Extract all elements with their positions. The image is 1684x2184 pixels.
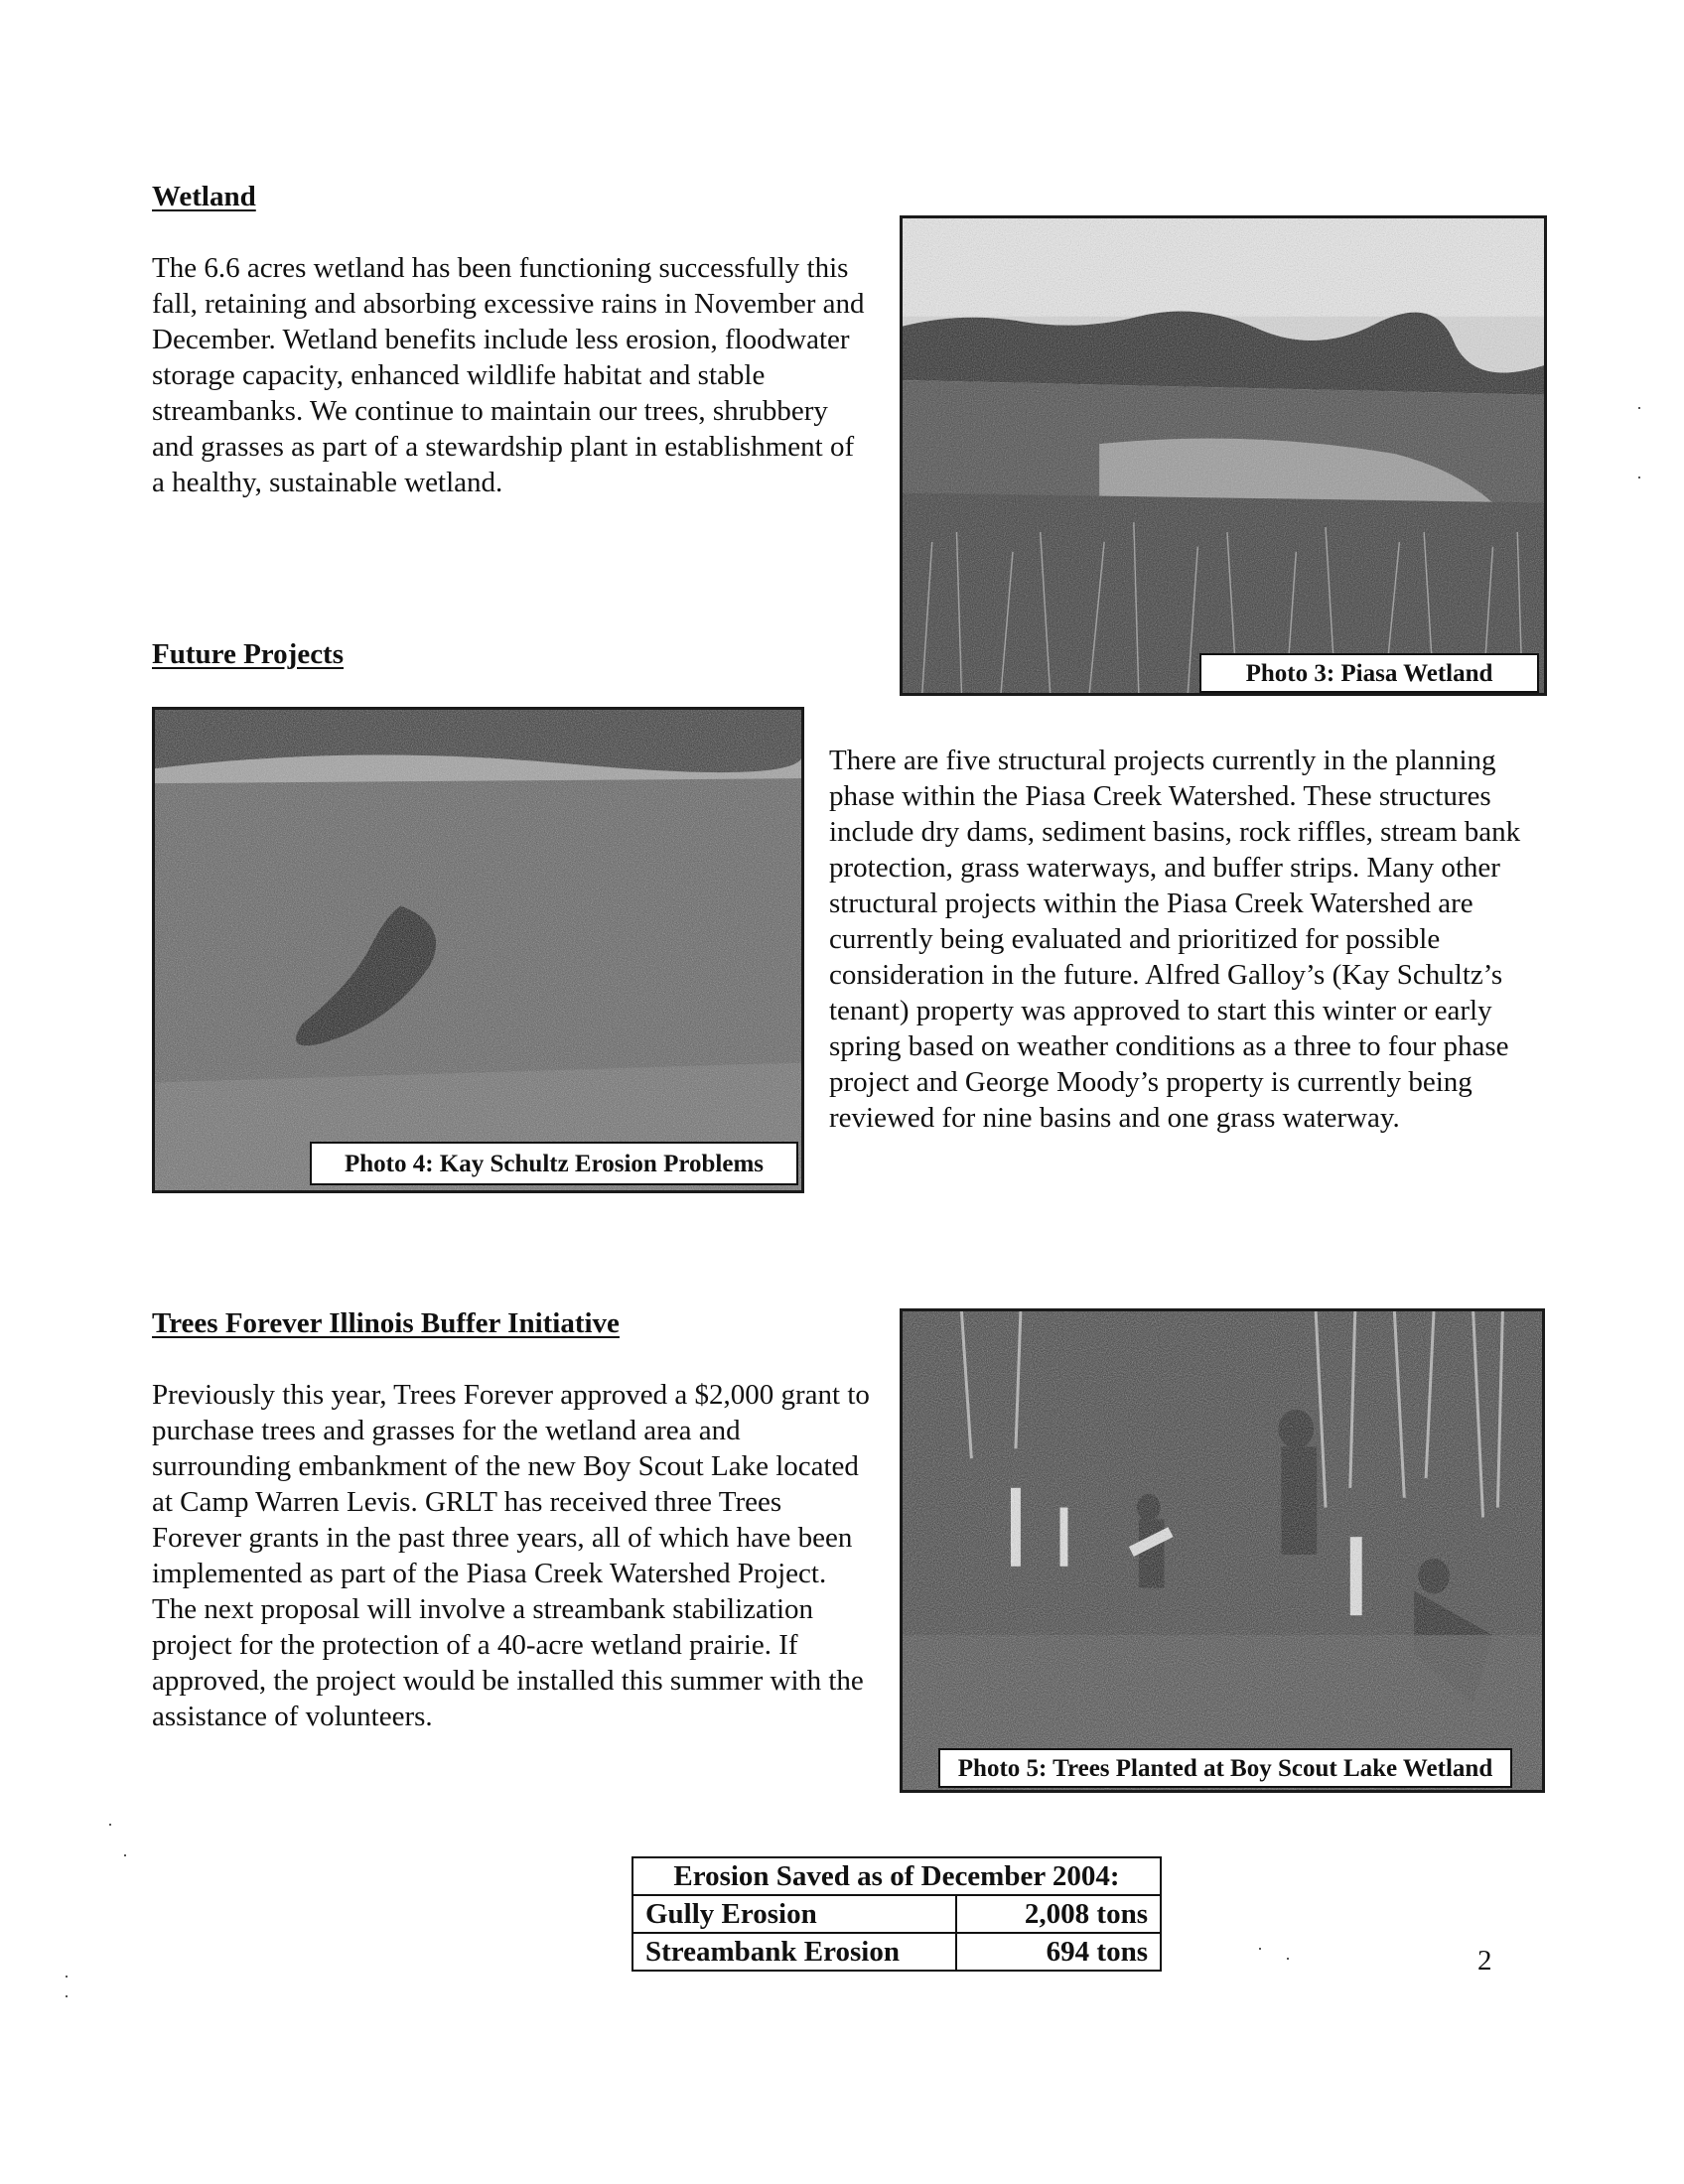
- future-projects-paragraph: There are five structural projects currently in the planning phase within the Piasa Creek Watershed. These structures include dry dams, sediment basins, rock riffles, stream bank protection, grass waterways, and buffer strips. Many other structural projects within the Piasa Creek Watershed are currently being evaluated and prioritized for possible consideration in the future. Alfred Galloy’s (Kay Schultz’s tenant) property was approved to start this winter or early spring based on weather conditions as a three to four phase project and George Moody’s property is currently being reviewed for nine basins and one grass waterway.: [829, 745, 1521, 1134]
- future-projects-heading: Future Projects: [152, 638, 345, 670]
- table-row: [632, 1895, 1161, 1933]
- erosion-problems-photo: [152, 707, 804, 1193]
- trees-forever-heading: Trees Forever Illinois Buffer Initiative: [152, 1307, 620, 1339]
- scan-speck: [1638, 407, 1640, 409]
- erosion-table-title: Erosion Saved as of December 2004:: [632, 1857, 1161, 1895]
- wetland-photo: [900, 215, 1547, 696]
- table-row: [632, 1857, 1161, 1895]
- erosion-saved-table: [632, 1856, 1162, 1972]
- erosion-photo-caption: Photo 4: Kay Schultz Erosion Problems: [310, 1142, 798, 1185]
- scan-speck: [109, 1824, 111, 1826]
- scan-speck: [1638, 477, 1640, 478]
- wetland-photo-caption: Photo 3: Piasa Wetland: [1199, 653, 1539, 693]
- trees-forever-paragraph: Previously this year, Trees Forever approved a $2,000 grant to purchase trees and grasses for the wetland area and surrounding embankment of the new Boy Scout Lake located at Camp Warren Levis. GRLT has received three Trees Forever grants in the past three years, all of which have been implemented as part of the Piasa Creek Watershed Project. The next proposal will involve a streambank stabilization project for the protection of a 40-acre wetland prairie. If approved, the project would be installed this summer with the assistance of volunteers.: [152, 1379, 870, 1732]
- wetland-heading: Wetland: [152, 181, 256, 212]
- gully-erosion-label: Gully Erosion: [632, 1895, 956, 1933]
- streambank-erosion-label: Streambank Erosion: [632, 1933, 956, 1971]
- wetland-paragraph: The 6.6 acres wetland has been functioning successfully this fall, retaining and absorbing excessive rains in November and December. Wetland benefits include less erosion, floodwater storage capacity, enhanced wildlife habitat and stable streambanks. We continue to maintain our trees, shrubbery and grasses as part of a stewardship plant in establishment of a healthy, sustainable wetland.: [152, 252, 865, 498]
- page-number: 2: [1477, 1945, 1492, 1977]
- scan-speck: [1287, 1958, 1289, 1960]
- trees-planted-photo: [900, 1308, 1545, 1793]
- trees-photo-caption: Photo 5: Trees Planted at Boy Scout Lake Wetland: [938, 1748, 1512, 1788]
- scan-speck: [124, 1854, 126, 1856]
- scan-speck: [66, 1995, 68, 1997]
- scan-speck: [1259, 1948, 1261, 1950]
- table-row: [632, 1933, 1161, 1971]
- streambank-erosion-value: 694 tons: [956, 1933, 1161, 1971]
- scan-speck: [66, 1976, 68, 1978]
- gully-erosion-value: 2,008 tons: [956, 1895, 1161, 1933]
